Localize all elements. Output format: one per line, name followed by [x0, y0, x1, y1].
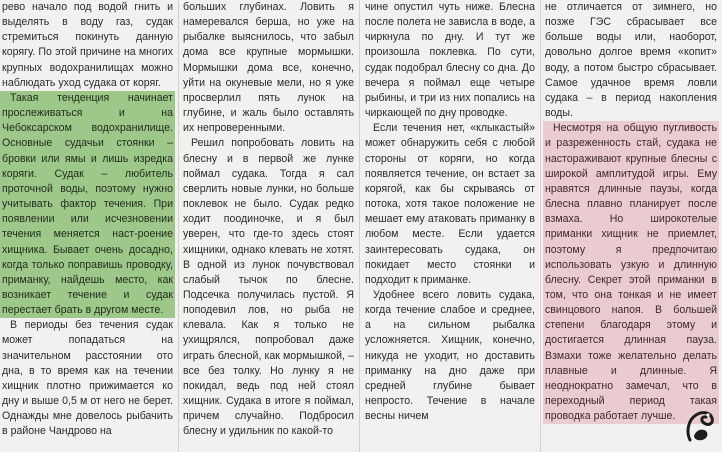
text-column-1 — [2, 0, 173, 440]
text-column-2 — [183, 0, 354, 440]
paragraph: Несмотря на общую пугливость и разреженность стай, судака не настораживают крупные блесны с широкой амплитудой игры. Ему нравятся длинные паузы, когда блесна плавно планирует после взмаха. Но широкотелые приманки хищник не приемлет, поэтому я предпочитаю использовать узкую и длинную блесну. Секрет этой приманки в том, что она тонкая и не имеет свинцового напоя. В большей степени благодаря этому и достигается длинная пауза. Взмахи тоже желательно делать плавные и длинные. Я неоднократно замечал, что в переходный период такая проводка работает лучше. — [545, 122, 717, 423]
column-divider — [359, 0, 360, 452]
column-divider — [540, 0, 541, 452]
paragraph: Решил попробовать ловить на блесну и в первой же лунке поймал судака. Тогда я сал сверлить новые лунки, но больше поклевок не было. Судак редко ходит поодиночке, и я был уверен, что где-то здесь стоят хищники, однако клевать не хотят. В одной из лунок почувствовал слабый тычок по блесне. Подсечка получилась пустой. Я поподевил лов, но рыба не клевала. Как я только не ухищрялся, попробовал даже играть блесной, как мормышкой, – все без толку. Но лунку я не покидал, ведь под ней стоял хищник. Судака в итоге я поймал, причем случайно. Подбросил блесну и удильник по какой-то — [183, 137, 354, 438]
paragraph: рево начало под водой гнить и выделять в воду газ, судак стремиться покинуть данную корягу. По этой причине на многих крупных водохранилищах можно наблюдать уход судака от коряг. — [2, 1, 173, 89]
paragraph: Если течения нет, «клыкастый» может обнаружить себя с любой стороны от коряги, но когда появляется течение, он встает за корягой, как бы скрываясь от потока, хотя такое положение не мешает ему атаковать приманку в любом месте. Если удается заинтересовать судака, он покидает место стоянки и подходит к приманке. — [365, 122, 535, 286]
paragraph: Удобнее всего ловить судака, когда течение слабое и среднее, а на сильном рыбалка усложняется. Хищник, конечно, никуда не уходит, но доставить приманку на дно даже при средней глубине бывает непросто. Течение в начале весны ничем — [365, 288, 535, 423]
paragraph: не отличается от зимнего, но позже ГЭС сбрасывает все больше воды или, наоборот, довольно долгое время «копит» воду, а потом быстро сбрасывает. Самое удачное время ловли судака – в период накопления воды. — [545, 1, 717, 120]
paragraph: Такая тенденция начинает прослеживаться и на Чебоксарском водохранилище. Основные судачьи стоянки – бровки или ямы и лишь изредка коряги. Судак – любитель проточной воды, поэтому нужно учитывать фактор течения. При появлении или исчезновении течения меняется наст-роение хищника. Бывает очень досадно, когда только поправишь проводку, приманку, найдешь место, как возникает течение и судак перестает брать в другом месте. — [2, 91, 173, 317]
highlighted-block-green — [0, 91, 175, 318]
paragraph: чине опустил чуть ниже. Блесна после полета не зависла в воде, а чиркнула по дну. И тут же произошла поклевка. По сути, судак подобрал блесну со дна. До вечера я поймал еще четыре рыбины, и три из них попались на чиркающей по дну проводке. — [365, 1, 535, 120]
text-column-3 — [365, 0, 535, 424]
column-divider — [178, 0, 179, 452]
paragraph: больших глубинах. Ловить я намеревался берша, но уже на рыбалке выяснилось, что забыл дома все крупные мормышки. Мормышки дома все, конечно, уйти на окуневые мели, но я уже просверлил пять лунок на глубине, и жаль было оставлять их непроверенными. — [183, 1, 354, 135]
highlighted-block-pink — [543, 121, 719, 424]
paragraph: В периоды без течения судак может попадаться на значительном расстоянии ото дна, в то время как на течении хищник плотно прижимается ко дну и выше 0,5 м от него не берет. Однажды мне довелось рыбачить в районе Чандрово на — [2, 319, 173, 438]
text-column-4 — [545, 0, 717, 424]
fish-hook-emblem-icon — [682, 406, 716, 446]
